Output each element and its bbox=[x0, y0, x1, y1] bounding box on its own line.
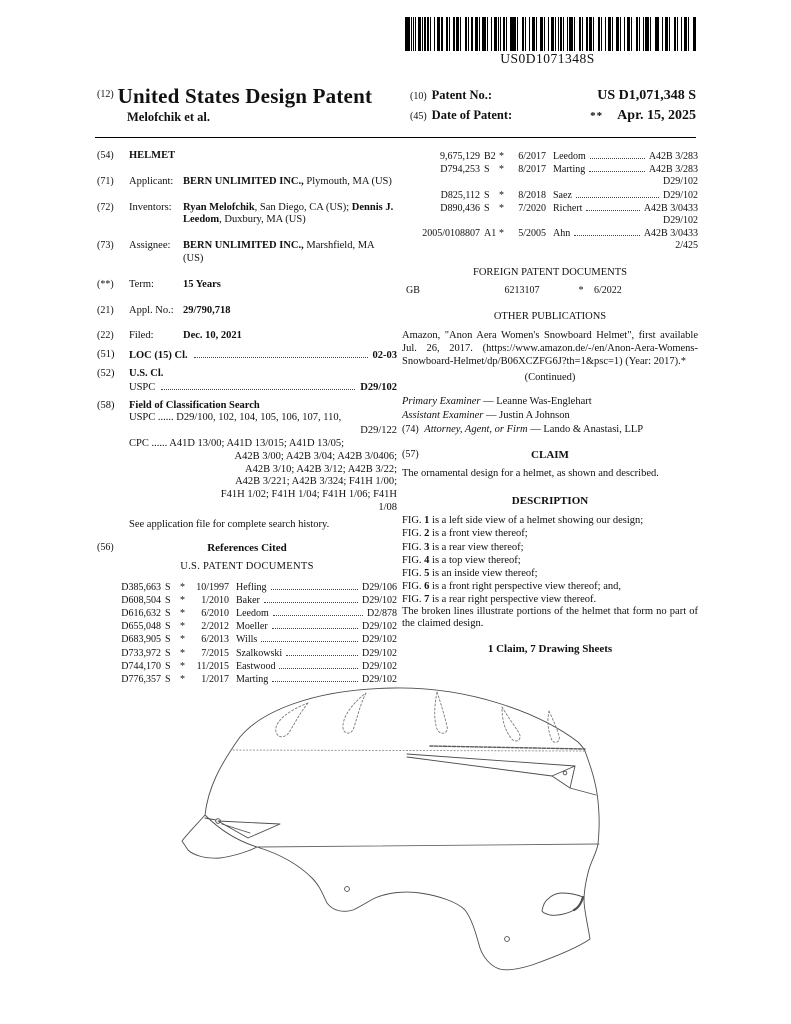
loc-label: LOC (15) Cl. bbox=[129, 350, 188, 362]
field-label: Appl. No.: bbox=[129, 304, 174, 316]
fig-word: FIG. bbox=[402, 554, 422, 566]
ref-number: D744,170 bbox=[121, 660, 161, 672]
ref-class: A42B 3/0433 bbox=[643, 202, 698, 214]
dot-leader bbox=[586, 202, 639, 211]
ref-inventor: Wills bbox=[236, 634, 258, 646]
patent-ref-row bbox=[97, 607, 397, 620]
ref-kind-code: S bbox=[484, 164, 490, 176]
ref-inventor: Ahn bbox=[553, 228, 571, 240]
figure-description-line bbox=[402, 514, 698, 527]
ref-number: 9,675,129 bbox=[440, 151, 480, 162]
inventor-name: Dennis J. Leedom bbox=[183, 201, 394, 226]
ref-number: D385,663 bbox=[121, 581, 161, 593]
ref-inventor: Baker bbox=[236, 594, 260, 606]
us-refs-table-right bbox=[402, 150, 698, 253]
fig-word: FIG. bbox=[402, 580, 422, 592]
fig-number: 6 bbox=[424, 580, 430, 592]
foreign-number: 6213107 bbox=[504, 285, 540, 297]
barcode bbox=[405, 17, 696, 51]
left-column bbox=[97, 150, 397, 686]
patent-ref-row bbox=[402, 189, 698, 202]
dot-leader bbox=[261, 633, 358, 642]
fig-word: FIG. bbox=[402, 515, 422, 527]
helmet-line-drawing bbox=[150, 683, 650, 988]
ref-number: D733,972 bbox=[121, 647, 161, 659]
ref-class: D29/102 bbox=[362, 660, 397, 672]
header-right bbox=[410, 88, 696, 128]
dot-leader bbox=[194, 349, 368, 358]
field-label: Assignee: bbox=[129, 240, 171, 252]
fig-text: is a front right perspective view thereof; and, bbox=[432, 580, 621, 592]
ref-star: * bbox=[180, 621, 185, 633]
ref-date: 6/2013 bbox=[201, 634, 229, 646]
ref-date: 1/2010 bbox=[201, 594, 229, 606]
field-tag: (57) bbox=[402, 448, 419, 460]
field-tag: (54) bbox=[97, 150, 114, 161]
references-heading-row bbox=[97, 542, 397, 555]
loc-value: 02-03 bbox=[372, 350, 397, 362]
ref-inventor: Marting bbox=[553, 164, 586, 176]
field-tag: (52) bbox=[97, 367, 115, 379]
patent-ref-row bbox=[97, 647, 397, 660]
classification-line: D29/122 bbox=[360, 425, 397, 437]
fig-number: 2 bbox=[424, 528, 430, 540]
foreign-country: GB bbox=[406, 285, 420, 297]
ref-class-continuation: D29/102 bbox=[663, 214, 698, 226]
classification-line: F41H 1/02; F41H 1/04; F41H 1/06; F41H bbox=[220, 489, 397, 501]
patent-date: Apr. 15, 2025 bbox=[617, 108, 696, 123]
us-cl-label: U.S. Cl. bbox=[129, 367, 164, 379]
foreign-ref-row bbox=[406, 285, 698, 297]
ref-star: * bbox=[180, 674, 185, 686]
field-label: Filed: bbox=[129, 330, 154, 342]
dot-leader bbox=[272, 673, 358, 682]
field-of-search-row bbox=[97, 400, 397, 515]
ref-class-continuation: 2/425 bbox=[675, 240, 698, 252]
ref-kind-code: S bbox=[165, 608, 171, 620]
ref-number: D683,905 bbox=[121, 634, 161, 646]
fig-text: is a rear view thereof; bbox=[432, 541, 524, 553]
patent-number: US D1,071,348 S bbox=[597, 88, 696, 103]
cpc-search-lines bbox=[129, 438, 397, 515]
dot-leader bbox=[272, 620, 358, 629]
patent-ref-row bbox=[402, 227, 698, 240]
figure-description-line bbox=[402, 580, 698, 593]
ref-number: D608,504 bbox=[121, 594, 161, 606]
field-of-search-label: Field of Classification Search bbox=[129, 399, 260, 411]
ref-inventor: Leedom bbox=[553, 151, 586, 162]
classification-line: A42B 3/10; A42B 3/12; A42B 3/22; bbox=[245, 463, 397, 475]
ref-kind-code: S bbox=[165, 660, 171, 672]
dot-leader bbox=[589, 163, 645, 172]
patent-ref-row bbox=[402, 202, 698, 215]
other-publications-heading: OTHER PUBLICATIONS bbox=[493, 311, 607, 323]
classification-line: A42B 3/221; A42B 3/324; F41H 1/00; bbox=[235, 476, 397, 488]
dot-leader bbox=[271, 581, 358, 590]
loc-class-row bbox=[97, 349, 397, 363]
fig-word: FIG. bbox=[402, 593, 422, 605]
examiner-label: Assistant Examiner bbox=[402, 410, 484, 422]
ref-number: D825,112 bbox=[440, 189, 480, 201]
ref-class: A42B 3/283 bbox=[648, 151, 698, 162]
ref-star: * bbox=[180, 608, 185, 620]
claim-heading-row bbox=[402, 449, 698, 462]
fig-word: FIG. bbox=[402, 541, 422, 553]
ref-class-continuation: D29/102 bbox=[663, 176, 698, 188]
patent-number-row bbox=[410, 88, 696, 104]
patent-ref-row bbox=[402, 150, 698, 163]
ref-star: * bbox=[180, 581, 185, 593]
filing-date: Dec. 10, 2021 bbox=[183, 330, 242, 342]
fig-number: 7 bbox=[424, 593, 430, 605]
figure-description-line bbox=[402, 541, 698, 554]
barcode-text: US0D1071348S bbox=[500, 51, 595, 66]
figure-description-line bbox=[402, 593, 698, 606]
field-tag: (72) bbox=[97, 201, 114, 213]
term-value: 15 Years bbox=[183, 278, 221, 290]
patent-ref-row bbox=[97, 660, 397, 673]
dot-leader bbox=[161, 381, 355, 390]
ref-kind-code: S bbox=[165, 634, 171, 646]
field-tag: (21) bbox=[97, 304, 114, 316]
ref-inventor: Szalkowski bbox=[236, 647, 283, 659]
classification-line: USPC ...... D29/100, 102, 104, 105, 106, 107, 110, bbox=[129, 412, 342, 424]
field-tag: (22) bbox=[97, 330, 114, 342]
fig-number: 4 bbox=[424, 554, 430, 566]
ref-kind-code: B2 bbox=[484, 151, 496, 162]
applicant-value bbox=[183, 176, 397, 189]
us-refs-table-left bbox=[97, 581, 397, 687]
fig-text: is a rear right perspective view thereof. bbox=[432, 593, 597, 605]
ref-date: 7/2015 bbox=[201, 647, 229, 659]
fig-number: 1 bbox=[424, 515, 430, 527]
ref-date: 2/2012 bbox=[201, 621, 229, 633]
broken-lines-note: The broken lines illustrate portions of the helmet that form no part of the claimed design. bbox=[402, 605, 698, 630]
field-tag: (71) bbox=[97, 175, 114, 187]
term-row bbox=[97, 279, 397, 292]
ref-kind-code: S bbox=[484, 189, 490, 201]
ref-class: A42B 3/0433 bbox=[643, 228, 698, 240]
references-heading: References Cited bbox=[207, 541, 287, 554]
ref-date: 10/1997 bbox=[196, 581, 229, 593]
ref-number: D655,048 bbox=[121, 621, 161, 633]
ref-class: A42B 3/283 bbox=[648, 164, 698, 176]
ref-date: 6/2010 bbox=[201, 608, 229, 620]
ref-kind-code: S bbox=[165, 581, 171, 593]
patent-ref-row bbox=[402, 163, 698, 176]
dot-leader bbox=[264, 594, 358, 603]
dot-leader bbox=[273, 607, 363, 616]
ref-number: D616,632 bbox=[121, 608, 161, 620]
figure-description-line bbox=[402, 554, 698, 567]
ref-star: * bbox=[499, 151, 504, 162]
ref-inventor: Moeller bbox=[236, 621, 268, 633]
date-code: (45) bbox=[410, 111, 427, 122]
ref-star: * bbox=[180, 660, 185, 672]
examiner-block bbox=[402, 396, 698, 423]
ref-kind-code: S bbox=[484, 202, 490, 214]
ref-inventor: Eastwood bbox=[236, 660, 276, 672]
inventor-address: , Duxbury, MA (US) bbox=[219, 214, 306, 226]
date-label: Date of Patent: bbox=[431, 108, 513, 122]
inventor-short-line: Melofchik et al. bbox=[127, 110, 210, 124]
helmet-figure bbox=[150, 683, 650, 988]
doc-kind-code: (12) bbox=[97, 89, 114, 100]
ref-number: D776,357 bbox=[121, 674, 161, 686]
ref-class: D29/102 bbox=[663, 189, 698, 201]
em-dash: — bbox=[530, 424, 541, 436]
ref-inventor: Saez bbox=[553, 189, 572, 201]
uspc-search-lines bbox=[129, 412, 397, 438]
claims-sheets-line: 1 Claim, 7 Drawing Sheets bbox=[487, 643, 613, 656]
inventor-name: Ryan Melofchik bbox=[183, 201, 255, 213]
classification-line: A42B 3/00; A42B 3/04; A42B 3/0406; bbox=[234, 450, 397, 462]
ref-number: 2005/0108807 bbox=[422, 228, 480, 240]
figure-descriptions bbox=[402, 514, 698, 605]
ref-kind-code: A1 bbox=[484, 228, 497, 240]
em-dash: — bbox=[483, 396, 494, 408]
dot-leader bbox=[574, 227, 640, 236]
term-extension-marker: ** bbox=[590, 110, 604, 122]
other-publication-citation: Amazon, "Anon Aera Women's Snowboard Helmet", first available Jul. 26, 2017. (https://www.amazon.de/-/en/Anon-Aera-Womens-Snowboard-Helmet/dp/B06XCZFG6J?th=1&psc=1) (Year: 2017).* bbox=[402, 330, 698, 367]
uspc-label: USPC bbox=[129, 381, 156, 393]
examiner-line bbox=[402, 410, 698, 423]
claim-text: The ornamental design for a helmet, as shown and described. bbox=[402, 468, 659, 480]
uspc-value: D29/102 bbox=[360, 381, 397, 393]
ref-number: D794,253 bbox=[440, 164, 480, 176]
fig-number: 3 bbox=[424, 541, 430, 553]
assignee-value bbox=[183, 240, 397, 266]
ref-class: D29/102 bbox=[362, 674, 397, 686]
fig-number: 5 bbox=[424, 567, 430, 579]
assignee-address: Marshfield, MA (US) bbox=[183, 240, 375, 264]
attorney-name: Lando & Anastasi, LLP bbox=[543, 424, 644, 436]
us-class-row bbox=[97, 368, 397, 395]
ref-class: D29/102 bbox=[362, 594, 397, 606]
fig-text: is a front view thereof; bbox=[432, 528, 528, 540]
ref-kind-code: S bbox=[165, 674, 171, 686]
ref-class: D29/102 bbox=[362, 647, 397, 659]
foreign-refs-table bbox=[402, 285, 698, 297]
field-label: Inventors: bbox=[129, 201, 172, 213]
ref-star: * bbox=[180, 594, 185, 606]
assignee-name: BERN UNLIMITED INC., bbox=[183, 240, 304, 252]
ref-inventor: Richert bbox=[553, 202, 583, 214]
ref-star: * bbox=[180, 647, 185, 659]
ref-class: D29/102 bbox=[362, 621, 397, 633]
header-divider bbox=[95, 137, 696, 138]
field-tag: (51) bbox=[97, 349, 115, 361]
examiner-label: Primary Examiner bbox=[402, 396, 481, 408]
ref-class: D2/878 bbox=[367, 608, 397, 620]
field-tag: (73) bbox=[97, 240, 114, 252]
examiner-name: Justin A Johnson bbox=[499, 410, 570, 422]
ref-star: * bbox=[180, 634, 185, 646]
us-patent-documents-heading: U.S. PATENT DOCUMENTS bbox=[180, 560, 314, 572]
description-heading: DESCRIPTION bbox=[511, 495, 589, 508]
ref-class: D29/102 bbox=[362, 634, 397, 646]
filed-row bbox=[97, 330, 397, 343]
field-tag: (**) bbox=[97, 278, 114, 290]
patent-date-row bbox=[410, 108, 696, 124]
foreign-date: 6/2022 bbox=[594, 285, 622, 297]
fig-text: is a top view thereof; bbox=[432, 554, 521, 566]
patent-no-label: Patent No.: bbox=[431, 88, 493, 102]
ref-inventor: Marting bbox=[236, 674, 269, 686]
ref-kind-code: S bbox=[165, 594, 171, 606]
applicant-address: Plymouth, MA (US) bbox=[303, 175, 392, 187]
continued-marker: (Continued) bbox=[524, 371, 576, 383]
dot-leader bbox=[590, 150, 645, 159]
ref-kind-code: S bbox=[165, 621, 171, 633]
patent-ref-row bbox=[97, 620, 397, 633]
field-label: Term: bbox=[129, 278, 154, 290]
ref-star: * bbox=[499, 164, 504, 176]
foreign-docs-heading: FOREIGN PATENT DOCUMENTS bbox=[472, 266, 628, 278]
application-number: 29/790,718 bbox=[183, 304, 231, 316]
patent-ref-row bbox=[97, 581, 397, 594]
ref-number: D890,436 bbox=[440, 202, 480, 214]
ref-inventor: Leedom bbox=[236, 608, 269, 620]
appl-no-row bbox=[97, 305, 397, 318]
document-title: United States Design Patent bbox=[117, 84, 373, 108]
ref-date: 6/2017 bbox=[518, 151, 546, 162]
invention-title: HELMET bbox=[129, 150, 176, 161]
invention-title-row bbox=[97, 150, 397, 163]
fig-text: is an inside view thereof; bbox=[432, 567, 538, 579]
applicant-row bbox=[97, 176, 397, 189]
fig-text: is a left side view of a helmet showing our design; bbox=[432, 515, 644, 527]
foreign-star: * bbox=[578, 285, 584, 297]
ref-date: 7/2020 bbox=[518, 202, 546, 214]
ref-star: * bbox=[499, 228, 504, 240]
inventors-value bbox=[183, 202, 397, 228]
ref-class: D29/106 bbox=[362, 581, 397, 593]
ref-star: * bbox=[499, 202, 504, 214]
attorney-label: Attorney, Agent, or Firm bbox=[424, 424, 528, 436]
search-history-note: See application file for complete search history. bbox=[129, 518, 330, 530]
fig-word: FIG. bbox=[402, 567, 422, 579]
dot-leader bbox=[576, 189, 659, 198]
right-column bbox=[402, 150, 698, 657]
ref-date: 8/2018 bbox=[518, 189, 546, 201]
attorney-line bbox=[402, 424, 698, 437]
dot-leader bbox=[286, 647, 358, 656]
ref-date: 8/2017 bbox=[518, 164, 546, 176]
inventor-address: , San Diego, CA (US); bbox=[254, 201, 350, 213]
classification-line: 1/08 bbox=[378, 501, 397, 513]
examiner-line bbox=[402, 396, 698, 409]
fig-word: FIG. bbox=[402, 528, 422, 540]
ref-date: 11/2015 bbox=[196, 660, 229, 672]
field-tag: (56) bbox=[97, 541, 114, 553]
figure-description-line bbox=[402, 527, 698, 540]
claim-heading: CLAIM bbox=[531, 448, 569, 461]
ref-star: * bbox=[499, 189, 504, 201]
figure-description-line bbox=[402, 567, 698, 580]
em-dash: — bbox=[486, 410, 497, 422]
patent-ref-row bbox=[97, 633, 397, 646]
ref-date: 1/2017 bbox=[201, 674, 229, 686]
ref-date: 5/2005 bbox=[518, 228, 546, 240]
patent-no-code: (10) bbox=[410, 91, 427, 102]
patent-ref-row bbox=[97, 594, 397, 607]
field-label: Applicant: bbox=[129, 175, 174, 187]
field-tag: (74) bbox=[402, 424, 419, 436]
assignee-row bbox=[97, 240, 397, 266]
ref-inventor: Hefling bbox=[236, 581, 267, 593]
classification-line: CPC ...... A41D 13/00; A41D 13/015; A41D 13/05; bbox=[129, 437, 344, 449]
ref-kind-code: S bbox=[165, 647, 171, 659]
inventors-row bbox=[97, 202, 397, 228]
dot-leader bbox=[279, 660, 358, 669]
header-left bbox=[97, 84, 409, 125]
applicant-name: BERN UNLIMITED INC., bbox=[183, 175, 304, 187]
examiner-name: Leanne Was-Englehart bbox=[496, 396, 592, 408]
field-tag: (58) bbox=[97, 399, 115, 411]
